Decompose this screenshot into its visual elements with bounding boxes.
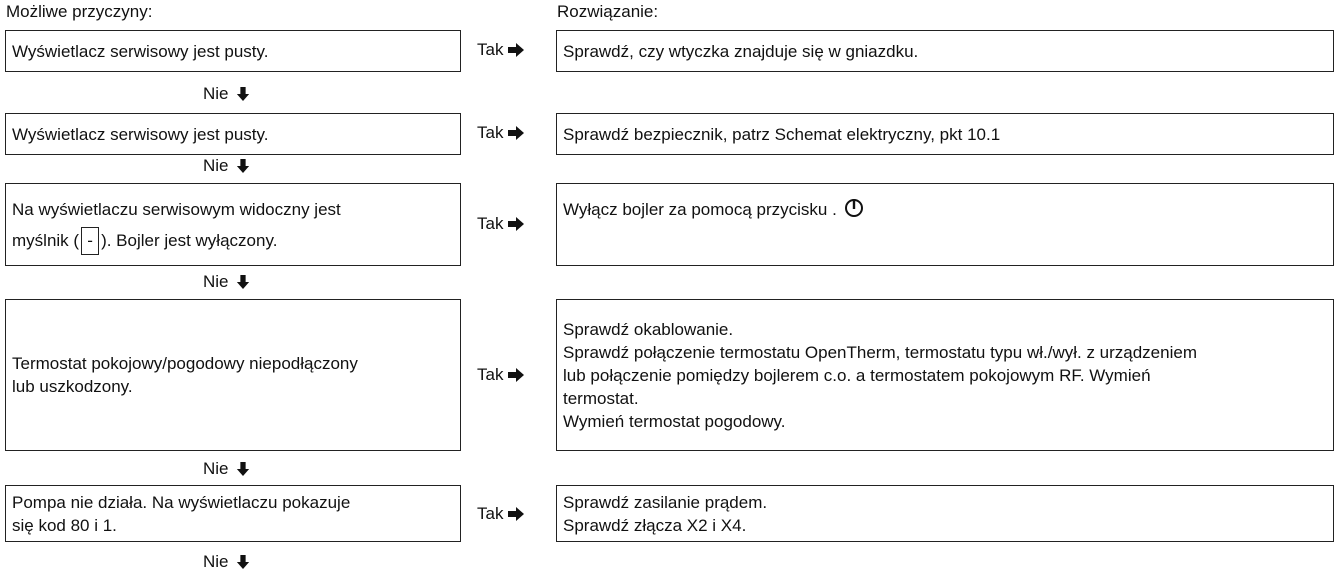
no-label: Nie xyxy=(203,459,229,478)
cause-box-3 xyxy=(5,183,461,266)
yes-label: Tak xyxy=(477,214,504,233)
no-label: Nie xyxy=(203,84,229,103)
solution-header: Rozwiązanie: xyxy=(557,2,659,21)
arrow-right-icon xyxy=(508,368,524,382)
yes-connector-5 xyxy=(477,504,537,524)
arrow-down-icon xyxy=(235,87,251,101)
arrow-right-icon xyxy=(508,43,524,57)
solution-text: Sprawdź, czy wtyczka znajduje się w gniazdku. xyxy=(563,41,919,61)
solution-box-3 xyxy=(556,183,1334,266)
solution-line xyxy=(563,196,1327,221)
solution-line: Sprawdź połączenie termostatu OpenTherm, termostatu typu wł./wył. z urządzeniem xyxy=(563,342,1197,362)
yes-label: Tak xyxy=(477,365,504,384)
arrow-right-icon xyxy=(508,507,524,521)
yes-label: Tak xyxy=(477,40,504,59)
causes-header: Możliwe przyczyny: xyxy=(6,2,153,21)
solution-line: Sprawdź złącza X2 i X4. xyxy=(563,515,747,535)
arrow-down-icon xyxy=(235,555,251,569)
cause-box-1 xyxy=(5,30,461,72)
solution-line: termostat. xyxy=(563,388,639,408)
solution-line: Sprawdź zasilanie prądem. xyxy=(563,492,768,512)
cause-box-5 xyxy=(5,485,461,542)
yes-connector-4 xyxy=(477,365,537,385)
cause-line: Pompa nie działa. Na wyświetlaczu pokazuje xyxy=(12,492,351,512)
yes-connector-3 xyxy=(477,214,537,234)
dash-symbol-box: - xyxy=(81,227,99,255)
cause-line xyxy=(12,225,454,256)
solution-box-2 xyxy=(556,113,1334,155)
solution-box-1 xyxy=(556,30,1334,72)
solution-text: Sprawdź bezpiecznik, patrz Schemat elektryczny, pkt 10.1 xyxy=(563,124,1001,144)
cause-text: Wyświetlacz serwisowy jest pusty. xyxy=(12,124,269,144)
no-connector-2 xyxy=(203,156,251,176)
solution-text: Wyłącz bojler za pomocą przycisku . xyxy=(563,200,837,219)
solution-box-5 xyxy=(556,485,1334,542)
arrow-down-icon xyxy=(235,159,251,173)
arrow-right-icon xyxy=(508,126,524,140)
cause-box-4 xyxy=(5,299,461,451)
yes-connector-2 xyxy=(477,123,537,143)
no-connector-4 xyxy=(203,459,251,479)
cause-text: Wyświetlacz serwisowy jest pusty. xyxy=(12,41,269,61)
no-connector-5 xyxy=(203,552,251,572)
no-connector-1 xyxy=(203,84,251,104)
yes-label: Tak xyxy=(477,504,504,523)
solution-line: lub połączenie pomiędzy bojlerem c.o. a termostatem pokojowym RF. Wymień xyxy=(563,365,1151,385)
yes-connector-1 xyxy=(477,40,537,60)
arrow-down-icon xyxy=(235,462,251,476)
cause-text: ). Bojler jest wyłączony. xyxy=(101,230,278,250)
arrow-down-icon xyxy=(235,275,251,289)
cause-text: myślnik ( xyxy=(12,230,80,250)
arrow-right-icon xyxy=(508,217,524,231)
no-label: Nie xyxy=(203,552,229,571)
no-label: Nie xyxy=(203,156,229,175)
cause-box-2 xyxy=(5,113,461,155)
power-button-icon xyxy=(844,196,864,218)
solution-line: Sprawdź okablowanie. xyxy=(563,319,734,339)
cause-line: Termostat pokojowy/pogodowy niepodłączony xyxy=(12,354,358,373)
cause-line: się kod 80 i 1. xyxy=(12,515,117,535)
no-label: Nie xyxy=(203,272,229,291)
no-connector-3 xyxy=(203,272,251,292)
cause-line: Na wyświetlaczu serwisowym widoczny jest xyxy=(12,199,341,219)
yes-label: Tak xyxy=(477,123,504,142)
cause-line: lub uszkodzony. xyxy=(12,377,133,396)
solution-line: Wymień termostat pogodowy. xyxy=(563,411,786,431)
solution-box-4 xyxy=(556,299,1334,451)
